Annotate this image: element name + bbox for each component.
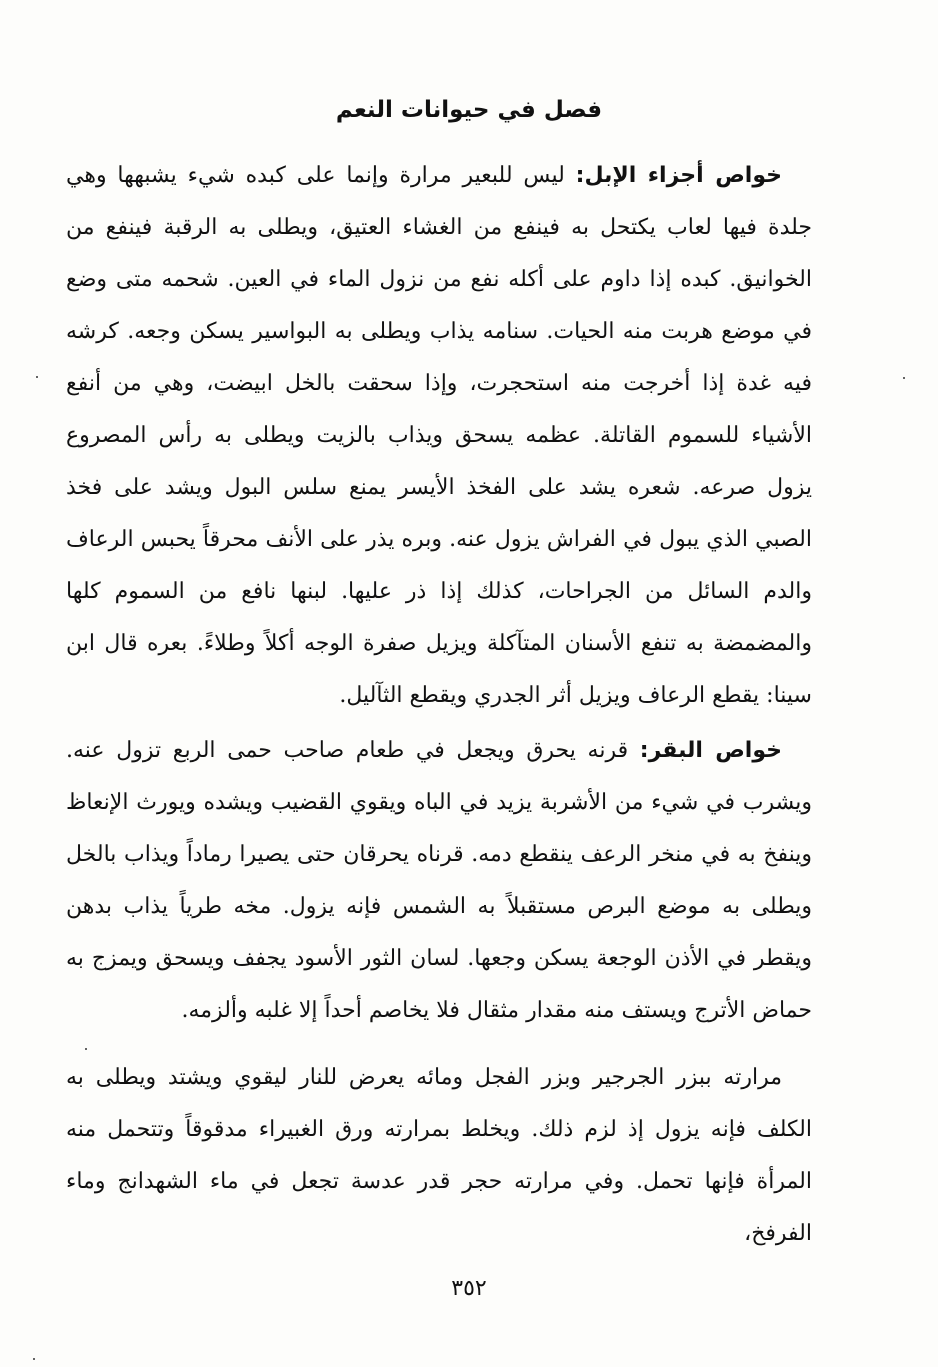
scan-speck [85, 1048, 87, 1050]
paragraph-body: قرنه يحرق ويجعل في طعام صاحب حمى الربع تزول عنه. ويشرب في شيء من الأشربة يزيد في الباه ويقوي القضيب ويشده ويورث الإنعاظ وينفخ به في منخر الرعف ينقطع دمه. قرناه يحرقان حتى يصيرا رماداً ويذاب بالخل ويطلى به موضع البرص مستقبلاً به الشمس فإنه يزول. مخه طرياً يذاب بدهن ويقطر في الأذن الوجعة يسكن وجعها. لسان الثور الأسود يجفف ويسحق ويمزج به حماض الأترج ويستف منه مقدار مثقال فلا يخاصم أحداً إلا غلبه وألزمه. [66, 738, 812, 1023]
paragraph-body: ليس للبعير مرارة وإنما على كبده شيء يشبهها وهي جلدة فيها لعاب يكتحل به فينفع من الغشاء العتيق، ويطلى به الرقبة فينفع من الخوانيق. كبده إذا داوم على أكله نفع من نزول الماء في العين. شحمه متى وضع في موضع هربت منه الحيات. سنامه يذاب ويطلى به البواسير يسكن وجعه. كرشه فيه غدة إذا أخرجت منه استحجرت، وإذا سحقت بالخل ابيضت، وهي من أنفع الأشياء للسموم القاتلة. عظمه يسحق ويذاب بالزيت ويطلى به رأس المصروع يزول صرعه. شعره يشد على الفخذ الأيسر يمنع سلس البول ويشد على فخذ الصبي الذي يبول في الفراش يزول عنه. وبره يذر على الأنف محرقاً يحبس الرعاف والدم السائل من الجراحات، كذلك إذا ذر عليها. لبنها نافع من السموم كلها والمضمضة به تنفع الأسنان المتآكلة ويزيل صفرة الوجه أكلاً وطلاءً. بعره قال ابن سينا: يقطع الرعاف ويزيل أثر الجدري ويقطع الثآليل. [66, 163, 812, 708]
paragraph-gallbladder [66, 1052, 812, 1260]
scan-speck [36, 376, 38, 378]
paragraph-body: مرارته ببزر الجرجير وبزر الفجل ومائه يعرض للنار ليقوي ويشتد ويطلى به الكلف فإنه يزول إذ لزم ذلك. ويخلط بمرارته ورق الغبيراء مدقوقاً وتتحمل منه المرأة فإنها تحمل. وفي مرارته حجر قدر عدسة تجعل في ماء الشهدانج وماء الفرفخ، [66, 1065, 812, 1246]
paragraph-heading: خواص البقر: [639, 738, 783, 763]
paragraph-camel-properties [66, 150, 812, 722]
scan-speck [903, 377, 905, 379]
paragraph-cattle-properties [66, 725, 812, 1037]
section-title: فصل في حيوانات النعم [335, 97, 603, 123]
paragraph-heading: خواص أجزاء الإبل: [575, 163, 782, 188]
page-number: ٣٥٢ [451, 1276, 487, 1301]
scan-speck [33, 1358, 35, 1360]
